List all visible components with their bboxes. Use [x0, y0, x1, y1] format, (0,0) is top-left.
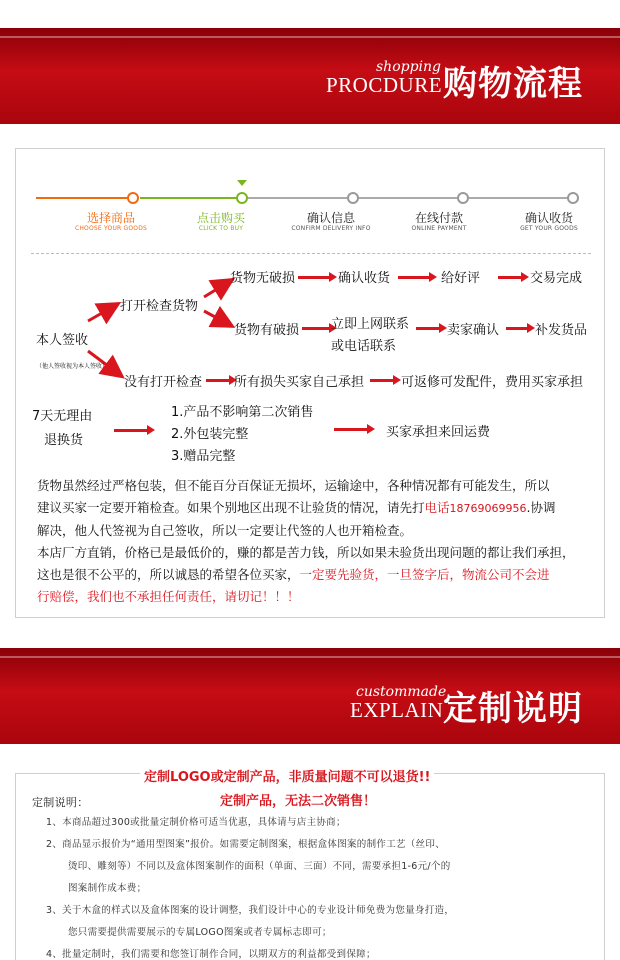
flow-no-damage: 货物无破损 — [230, 271, 296, 286]
custom-item: 烫印、雕刻等）不同以及盒体图案制作的面积（单面、三面）不同，需要承担1-6元/个的 — [68, 861, 451, 872]
notice-phone-label: 电话 — [424, 500, 450, 515]
step-label-5: 确认收货 — [524, 211, 573, 225]
flow-condition-3: 3.赠品完整 — [171, 449, 236, 464]
banner-script-text: custommade — [356, 684, 447, 700]
step-label-2: 点击购买 — [196, 211, 245, 225]
custom-item: 图案制作成本费； — [68, 883, 147, 894]
arrow-right-icon — [398, 276, 430, 279]
arrow-right-icon — [416, 327, 440, 330]
flow-good-review: 给好评 — [441, 271, 481, 286]
custom-banner — [0, 648, 620, 744]
banner-english-title: PROCDURE — [326, 73, 443, 97]
custom-item: 4、批量定制时，我们需要和您签订制作合同，以期双方的利益都受到保障； — [46, 949, 376, 960]
flow-seller-confirm: 卖家确认 — [447, 323, 500, 338]
notice-line-2 — [37, 497, 597, 520]
flow-repair: 可返修可发配件，费用买家承担 — [401, 375, 584, 390]
flow-sign-note: （他人签收视为本人签收） — [36, 363, 109, 370]
flow-loss-buyer: 所有损失买家自己承担 — [234, 375, 365, 390]
notice-line-5 — [37, 564, 597, 586]
custom-label: 定制说明： — [32, 796, 89, 809]
custom-title-2: 定制产品，无法二次销售！ — [220, 794, 377, 809]
procedure-panel — [15, 148, 605, 618]
flow-open-check: 打开检查货物 — [120, 299, 199, 314]
custom-title-1: 定制LOGO或定制产品，非质量问题不可以退货!! — [140, 766, 434, 785]
arrow-right-icon — [302, 327, 330, 330]
custom-panel — [15, 770, 605, 960]
flow-buyer-freight: 买家承担来回运费 — [386, 425, 491, 440]
flow-sign: 本人签收 — [36, 333, 89, 348]
arrow-right-icon — [370, 379, 394, 382]
notice-phone-number: 18769069956 — [449, 502, 527, 515]
flow-or-phone: 或电话联系 — [331, 339, 397, 354]
flow-not-checked: 没有打开检查 — [124, 375, 203, 390]
notice-paragraph — [37, 475, 597, 608]
custom-item: 1、本商品超过300或批量定制价格可适当优惠，具体请与店主协商； — [46, 817, 346, 828]
arrow-right-icon — [498, 276, 522, 279]
custom-item: 3、关于木盒的样式以及盒体图案的设计调整，我们设计中心的专业设计师免费为您量身打造， — [46, 905, 455, 916]
flow-damaged: 货物有破损 — [234, 323, 300, 338]
flow-contact-online: 立即上网联系 — [331, 317, 410, 332]
flow-condition-1: 1.产品不影响第二次销售 — [171, 405, 314, 420]
arrow-right-icon — [114, 429, 148, 432]
custom-item: 您只需要提供需要展示的专属LOGO图案或者专属标志即可； — [68, 927, 332, 938]
flow-return7-line2: 退换货 — [44, 433, 84, 448]
flow-condition-2: 2.外包装完整 — [171, 427, 249, 442]
banner-english-title: EXPLAIN — [350, 698, 444, 722]
custom-item: 2、商品显示报价为“通用型图案”报价。如需要定制图案，根据盒体图案的制作工艺（丝印、 — [46, 839, 445, 850]
arrow-right-icon — [506, 327, 528, 330]
banner-chinese-title: 定制说明 — [443, 689, 583, 729]
banner-rule — [0, 36, 620, 38]
flow-return7-line1: 7天无理由 — [32, 409, 93, 424]
procedure-banner — [0, 28, 620, 124]
notice-line-3: 解决，他人代签视为自己签收，所以一定要让代签的人也开箱检查。 — [37, 523, 413, 538]
notice-line-5-warning: 一定要先验货，一旦签字后，物流公司不会进 — [299, 567, 550, 582]
arrow-right-icon — [334, 428, 368, 431]
flow-confirm-receipt: 确认收货 — [338, 271, 391, 286]
notice-line-2-end: .协调 — [526, 500, 556, 515]
banner-chinese-title: 购物流程 — [443, 64, 583, 104]
step-sublabel-1: CHOOSE YOUR GOODS — [74, 225, 148, 232]
step-label-1: 选择商品 — [86, 211, 135, 225]
flow-deal-done: 交易完成 — [530, 271, 583, 286]
step-sublabel-3: CONFIRM DELIVERY INFO — [291, 225, 371, 232]
step-sublabel-2: CLICK TO BUY — [198, 225, 244, 232]
arrow-right-icon — [298, 276, 330, 279]
step-sublabel-5: GET YOUR GOODS — [520, 225, 578, 232]
notice-line-5-text: 这也是很不公平的，所以诚恳的希望各位买家， — [37, 567, 300, 582]
notice-line-2-text: 建议买家一定要开箱检查。如果个别地区出现不让验货的情况，请先打 — [37, 500, 425, 515]
banner-rule — [0, 656, 620, 658]
notice-line-1: 货物虽然经过严格包装，但不能百分百保证无损坏，运输途中，各种情况都有可能发生，所以 — [37, 478, 550, 493]
banner-script-text: shopping — [376, 59, 442, 75]
arrow-right-icon — [206, 379, 230, 382]
step-sublabel-4: ONLINE PAYMENT — [411, 225, 467, 232]
flow-resend: 补发货品 — [535, 323, 588, 338]
notice-line-6: 行赔偿，我们也不承担任何责任，请切记！！！ — [37, 589, 300, 604]
notice-line-4: 本店厂方直销，价格已是最低价的，赚的都是苦力钱，所以如果未验货出现问题的都让我们承担， — [37, 545, 575, 560]
step-label-4: 在线付款 — [414, 211, 463, 225]
step-label-3: 确认信息 — [306, 211, 355, 225]
